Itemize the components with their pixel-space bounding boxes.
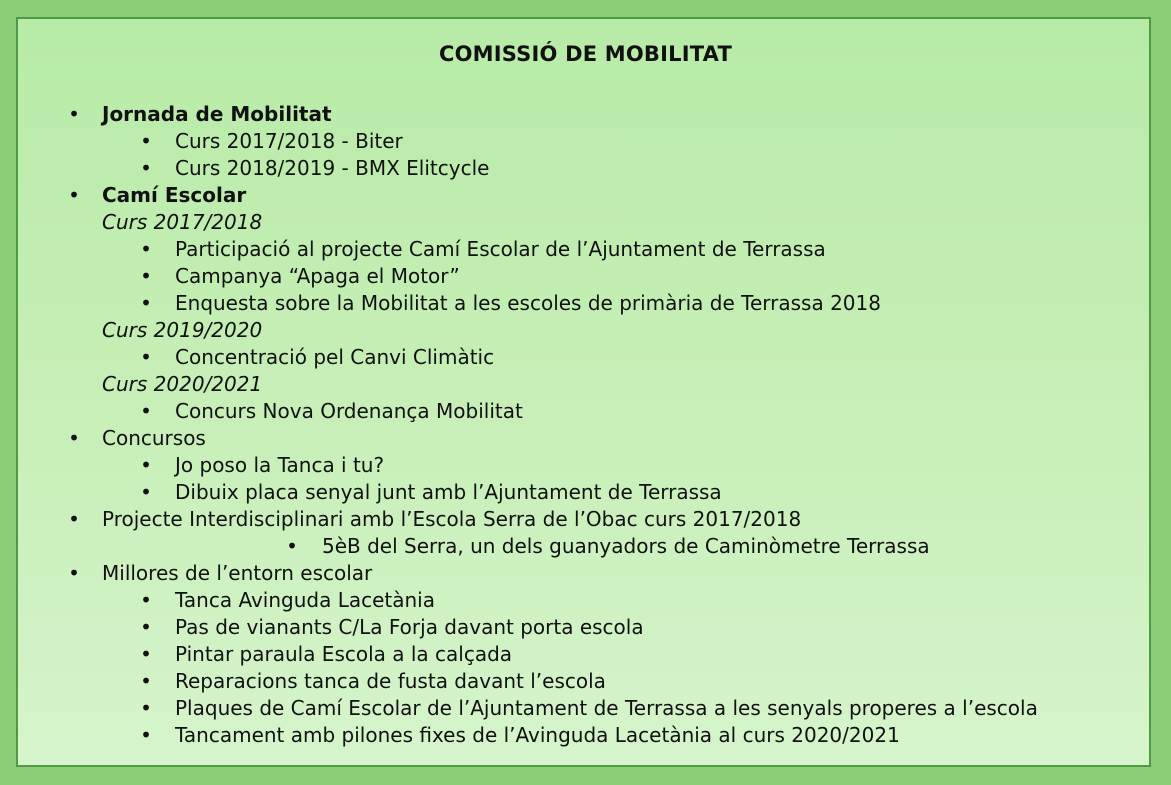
bullet-icon: • (140, 480, 152, 504)
list-item-concursos (16, 425, 1151, 452)
course-label: Curs 2017/2018 (102, 210, 263, 234)
list-item-text: Pintar paraula Escola a la calçada (175, 642, 513, 666)
list-item (16, 128, 1151, 155)
bullet-icon: • (68, 102, 80, 126)
list-item-text: Jo poso la Tanca i tu? (175, 453, 385, 477)
list-item-text: 5èB del Serra, un dels guanyadors de Caminòmetre Terrassa (322, 534, 930, 558)
bullet-icon: • (140, 399, 152, 423)
list-item-millores (16, 560, 1151, 587)
list-item (16, 155, 1151, 182)
section-heading: Projecte Interdisciplinari amb l’Escola Serra de l’Obac curs 2017/2018 (102, 507, 802, 531)
list-item (16, 479, 1151, 506)
list-item-text: Campanya “Apaga el Motor” (175, 264, 460, 288)
document-title: COMISSIÓ DE MOBILITAT (439, 42, 732, 66)
section-heading: Jornada de Mobilitat (102, 102, 332, 126)
course-subheading (16, 317, 1151, 344)
section-heading: Camí Escolar (102, 183, 247, 207)
list-item (16, 344, 1151, 371)
list-item-text: Tanca Avinguda Lacetània (175, 588, 435, 612)
list-item (16, 236, 1151, 263)
bullet-icon: • (140, 615, 152, 639)
bullet-icon: • (140, 345, 152, 369)
bullet-icon: • (140, 588, 152, 612)
list-item-projecte (16, 506, 1151, 533)
bullet-icon: • (286, 534, 298, 558)
list-item (16, 587, 1151, 614)
list-item (16, 695, 1151, 722)
bullet-icon: • (140, 129, 152, 153)
bullet-icon: • (140, 453, 152, 477)
bullet-icon: • (140, 642, 152, 666)
bullet-icon: • (68, 426, 80, 450)
list-item (16, 722, 1151, 749)
list-item-text: Tancament amb pilones fixes de l’Avinguda Lacetània al curs 2020/2021 (175, 723, 900, 747)
list-item (16, 398, 1151, 425)
section-heading: Concursos (102, 426, 206, 450)
bullet-icon: • (68, 183, 80, 207)
list-item-jornada (16, 101, 1151, 128)
list-item (16, 614, 1151, 641)
bullet-icon: • (140, 156, 152, 180)
list-item-text: Plaques de Camí Escolar de l’Ajuntament de Terrassa a les senyals properes a l’escola (175, 696, 1038, 720)
list-item (16, 668, 1151, 695)
course-subheading (16, 209, 1151, 236)
list-item-text: Reparacions tanca de fusta davant l’escola (175, 669, 606, 693)
document-list (16, 101, 1151, 749)
bullet-icon: • (68, 507, 80, 531)
section-heading: Millores de l’entorn escolar (102, 561, 373, 585)
list-item-text: Concurs Nova Ordenança Mobilitat (175, 399, 523, 423)
list-item-text: Dibuix placa senyal junt amb l’Ajuntament de Terrassa (175, 480, 722, 504)
list-item (16, 533, 1151, 560)
course-subheading (16, 371, 1151, 398)
list-item-text: Concentració pel Canvi Climàtic (175, 345, 495, 369)
list-item-text: Enquesta sobre la Mobilitat a les escoles de primària de Terrassa 2018 (175, 291, 881, 315)
list-item (16, 641, 1151, 668)
list-item-cami-escolar (16, 182, 1151, 209)
list-item (16, 452, 1151, 479)
list-item-text: Participació al projecte Camí Escolar de l’Ajuntament de Terrassa (175, 237, 826, 261)
list-item (16, 290, 1151, 317)
bullet-icon: • (140, 264, 152, 288)
bullet-icon: • (140, 291, 152, 315)
bullet-icon: • (140, 669, 152, 693)
course-label: Curs 2019/2020 (102, 318, 263, 342)
bullet-icon: • (140, 237, 152, 261)
list-item-text: Curs 2018/2019 - BMX Elitcycle (175, 156, 490, 180)
list-item (16, 263, 1151, 290)
bullet-icon: • (140, 696, 152, 720)
bullet-icon: • (68, 561, 80, 585)
bullet-icon: • (140, 723, 152, 747)
list-item-text: Pas de vianants C/La Forja davant porta escola (175, 615, 644, 639)
list-item-text: Curs 2017/2018 - Biter (175, 129, 403, 153)
course-label: Curs 2020/2021 (102, 372, 263, 396)
